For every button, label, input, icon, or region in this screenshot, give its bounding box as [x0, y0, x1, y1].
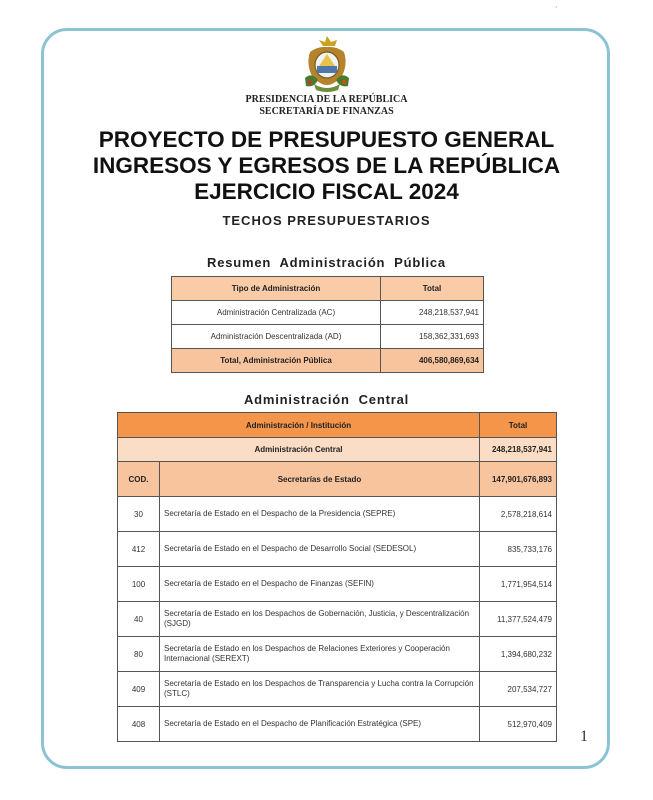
central-section-title: Administración Central	[243, 392, 410, 407]
central-admin-label: Administración Central	[118, 438, 480, 462]
title-line-1: PROYECTO DE PRESUPUESTO GENERAL	[98, 127, 555, 152]
secretarias-total: 147,901,676,893	[480, 462, 557, 497]
row-total: 207,534,727	[480, 672, 557, 707]
header-institution: Administración / Institución	[118, 413, 480, 438]
row-total: 1,394,680,232	[480, 637, 557, 672]
table-row	[118, 637, 557, 672]
row-cod: 100	[118, 567, 160, 602]
row-name: Secretaría de Estado en los Despachos de Relaciones Exteriores y Cooperación Internacional (SEREXT)	[160, 637, 480, 672]
title-line-2: INGRESOS Y EGRESOS DE LA REPÚBLICA	[92, 153, 561, 178]
row-name: Secretaría de Estado en el Despacho de Desarrollo Social (SEDESOL)	[160, 532, 480, 567]
coat-of-arms-icon	[302, 34, 352, 94]
row-name: Secretaría de Estado en el Despacho de Finanzas (SEFIN)	[160, 567, 480, 602]
central-header-row	[118, 413, 557, 438]
row-total: 835,733,176	[480, 532, 557, 567]
central-admin-total: 248,218,537,941	[480, 438, 557, 462]
row-total: 1,771,954,514	[480, 567, 557, 602]
resumen-table	[171, 276, 484, 373]
row-cod: 30	[118, 497, 160, 532]
resumen-header-row	[172, 277, 484, 301]
total-row	[172, 349, 484, 373]
total-label: Total, Administración Pública	[172, 349, 381, 373]
title-line-3: EJERCICIO FISCAL 2024	[194, 179, 459, 204]
central-table	[117, 412, 557, 742]
row-label: Administración Centralizada (AC)	[172, 301, 381, 325]
header-total: Total	[480, 413, 557, 438]
secretarias-header: Secretarías de Estado	[160, 462, 480, 497]
row-name: Secretaría de Estado en los Despachos de Transparencia y Lucha contra la Corrupción (STLC)	[160, 672, 480, 707]
table-row	[118, 602, 557, 637]
row-name: Secretaría de Estado en el Despacho de Planificación Estratégica (SPE)	[160, 707, 480, 742]
table-row	[118, 567, 557, 602]
row-name: Secretaría de Estado en los Despachos de Gobernación, Justicia, y Descentralización (SJGD)	[160, 602, 480, 637]
row-cod: 408	[118, 707, 160, 742]
scan-mark: ,	[555, 0, 558, 9]
subtitle: TECHOS PRESUPUESTARIOS	[222, 213, 431, 228]
table-row	[118, 707, 557, 742]
header-tipo: Tipo de Administración	[172, 277, 381, 301]
institution-line-2: SECRETARÍA DE FINANZAS	[259, 106, 394, 117]
row-total: 248,218,537,941	[381, 301, 484, 325]
resumen-section-title: Resumen Administración Pública	[207, 255, 446, 270]
cod-header: COD.	[118, 462, 160, 497]
row-label: Administración Descentralizada (AD)	[172, 325, 381, 349]
table-row	[172, 301, 484, 325]
central-admin-row	[118, 438, 557, 462]
row-cod: 412	[118, 532, 160, 567]
institution-line-1: PRESIDENCIA DE LA REPÚBLICA	[245, 94, 408, 105]
header-total: Total	[381, 277, 484, 301]
page-number: 1	[580, 728, 588, 745]
table-row	[118, 532, 557, 567]
row-total: 2,578,218,614	[480, 497, 557, 532]
table-row	[118, 672, 557, 707]
row-total: 11,377,524,479	[480, 602, 557, 637]
document-title	[0, 127, 653, 205]
secretarias-header-row	[118, 462, 557, 497]
row-name: Secretaría de Estado en el Despacho de la Presidencia (SEPRE)	[160, 497, 480, 532]
table-row	[118, 497, 557, 532]
total-value: 406,580,869,634	[381, 349, 484, 373]
row-total: 512,970,409	[480, 707, 557, 742]
row-total: 158,362,331,693	[381, 325, 484, 349]
row-cod: 80	[118, 637, 160, 672]
table-row	[172, 325, 484, 349]
row-cod: 409	[118, 672, 160, 707]
row-cod: 40	[118, 602, 160, 637]
